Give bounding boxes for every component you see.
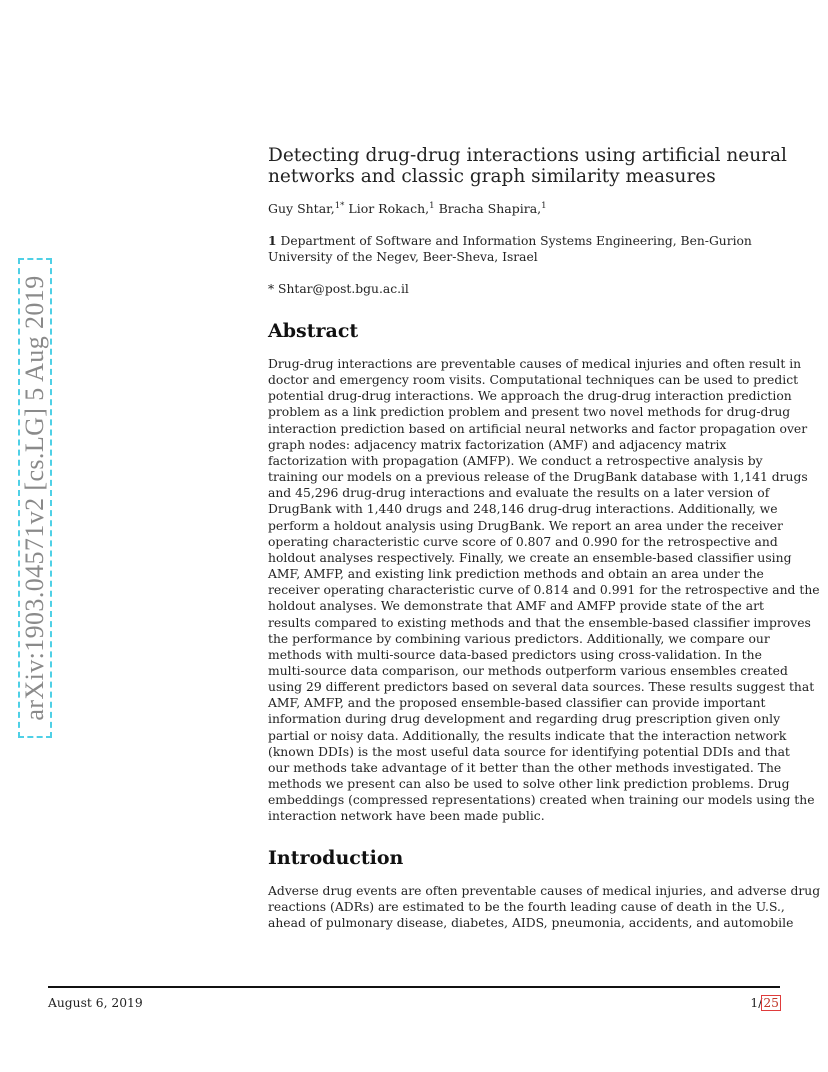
author-name: Lior Rokach, xyxy=(344,201,430,216)
affiliation-line: University of the Negev, Beer-Sheva, Israel xyxy=(268,250,538,264)
title-line: networks and classic graph similarity measures xyxy=(268,166,716,187)
text-line: methods we present can also be used to solve other link prediction problems. Drug xyxy=(268,777,790,792)
introduction-heading: Introduction xyxy=(268,847,404,869)
text-line: the performance by combining various predictors. Additionally, we compare our xyxy=(268,631,770,646)
paper-title xyxy=(268,145,788,187)
text-line: holdout analyses respectively. Finally, we create an ensemble-based classifier using xyxy=(268,550,792,565)
text-line: graph nodes: adjacency matrix factorization (AMF) and adjacency matrix xyxy=(268,437,727,452)
text-line: our methods take advantage of it better than the other methods investigated. The xyxy=(268,760,782,775)
text-line: embeddings (compressed representations) created when training our models using the xyxy=(268,793,815,808)
page-total-link[interactable]: 25 xyxy=(763,996,779,1010)
author-name: Bracha Shapira, xyxy=(434,201,542,216)
text-line: holdout analyses. We demonstrate that AMF and AMFP provide state of the art xyxy=(268,599,764,614)
author-name: Guy Shtar, xyxy=(268,201,335,216)
text-line: partial or noisy data. Additionally, the results indicate that the interaction network xyxy=(268,728,787,743)
introduction-body xyxy=(268,883,821,931)
text-line: interaction network have been made public. xyxy=(268,809,545,824)
text-line: training our models on a previous release of the DrugBank database with 1,141 drugs xyxy=(268,470,808,485)
title-line: Detecting drug-drug interactions using artificial neural xyxy=(268,145,787,166)
text-line: results compared to existing methods and that the ensemble-based classifier improves xyxy=(268,615,811,630)
corresponding-email[interactable]: * Shtar@post.bgu.ac.il xyxy=(268,282,409,296)
page-number xyxy=(750,996,780,1010)
page-current: 1/ xyxy=(750,996,763,1010)
affiliation-number: 1 xyxy=(268,233,277,248)
author-affiliation-mark: 1 xyxy=(429,200,435,211)
text-line: perform a holdout analysis using DrugBank. We report an area under the receiver xyxy=(268,518,783,533)
text-line: potential drug-drug interactions. We approach the drug-drug interaction prediction xyxy=(268,389,792,404)
arxiv-stamp xyxy=(18,258,52,738)
footer-rule xyxy=(48,986,780,988)
text-line: operating characteristic curve score of 0.807 and 0.990 for the retrospective and xyxy=(268,534,778,549)
text-line: interaction prediction based on artificial neural networks and factor propagation over xyxy=(268,421,808,436)
author-affiliation-mark: 1 xyxy=(541,200,547,211)
text-line: multi-source data comparison, our methods outperform various ensembles created xyxy=(268,663,788,678)
text-line: AMF, AMFP, and existing link prediction methods and obtain an area under the xyxy=(268,567,764,582)
text-line: (known DDIs) is the most useful data source for identifying potential DDIs and that xyxy=(268,744,790,759)
text-line: and 45,296 drug-drug interactions and evaluate the results on a later version of xyxy=(268,486,770,501)
author-affiliation-mark: 1* xyxy=(334,200,345,211)
text-line: methods with multi-source data-based predictors using cross-validation. In the xyxy=(268,647,762,662)
text-line: ahead of pulmonary disease, diabetes, AIDS, pneumonia, accidents, and automobile xyxy=(268,916,794,931)
text-line: AMF, AMFP, and the proposed ensemble-based classifier can provide important xyxy=(268,696,766,711)
text-line: problem as a link prediction problem and present two novel methods for drug-drug xyxy=(268,405,791,420)
affiliation xyxy=(268,233,778,265)
text-line: DrugBank with 1,440 drugs and 248,146 drug-drug interactions. Additionally, we xyxy=(268,502,778,517)
text-line: Adverse drug events are often preventable causes of medical injuries, and adverse drug xyxy=(268,884,821,898)
abstract-heading: Abstract xyxy=(268,320,359,342)
abstract-body xyxy=(268,356,820,825)
author-list xyxy=(268,201,547,217)
text-line: using 29 different predictors based on several data sources. These results suggest that xyxy=(268,680,815,695)
affiliation-line: Department of Software and Information Systems Engineering, Ben-Gurion xyxy=(276,234,752,248)
text-line: receiver operating characteristic curve of 0.814 and 0.991 for the retrospective and the xyxy=(268,583,820,598)
text-line: factorization with propagation (AMFP). We conduct a retrospective analysis by xyxy=(268,453,763,468)
text-line: Drug-drug interactions are preventable causes of medical injuries and often result in xyxy=(268,357,802,371)
arxiv-identifier: arXiv:1903.04571v2 [cs.LG] 5 Aug 2019 xyxy=(20,275,49,721)
text-line: reactions (ADRs) are estimated to be the fourth leading cause of death in the U.S., xyxy=(268,900,785,915)
footer-date: August 6, 2019 xyxy=(48,996,143,1010)
text-line: information during drug development and regarding drug prescription given only xyxy=(268,712,781,727)
text-line: doctor and emergency room visits. Computational techniques can be used to predict xyxy=(268,373,799,388)
